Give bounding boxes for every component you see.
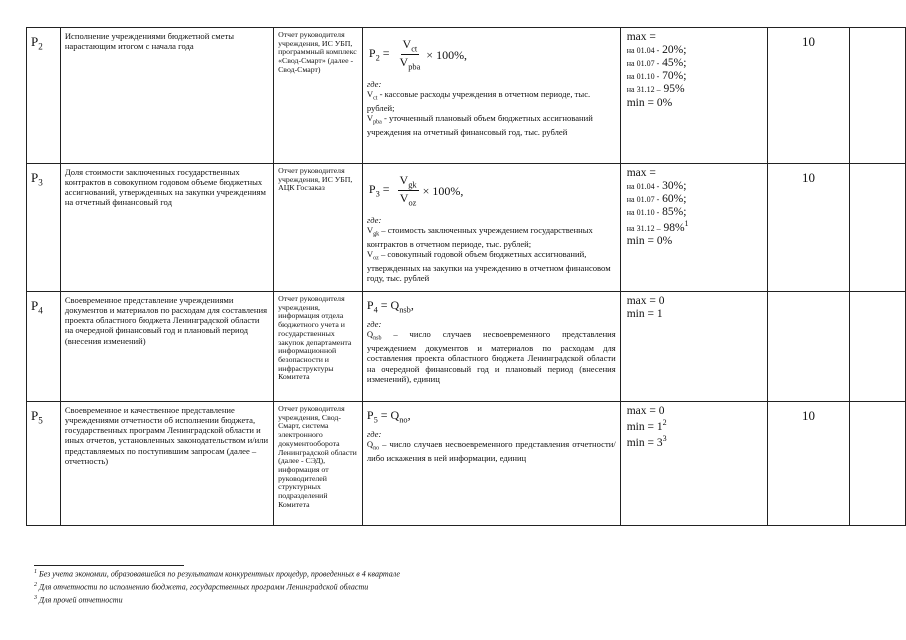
- data-source: Отчет руководителя учреждения, информация отдела бюджетного учета и государственных закупок департамента информационной безопасности и инфраструктуры Комитета: [274, 292, 363, 402]
- footnote: $^1$ Без учета экономии, образовавшейся по результатам конкурентных процедур, проведенных в 4 квартале: [34, 569, 400, 579]
- weight: 10: [768, 164, 849, 292]
- formula: $P_3$ = $\frac{V_{gk}}{V_{oz}}$ × 100%,: [368, 173, 464, 208]
- definition: $V_{ct}$ - кассовые расходы учреждения в отчетном периоде, тыс. рублей;: [366, 88, 591, 113]
- data-source: Отчет руководителя учреждения, ИС УБП, АЦК Госзаказ: [274, 164, 363, 292]
- definition: $Q_{nsb}$ – число случаев несвоевременного представления учреждением документов и материалов по расходам для составления проекта областного бюджета Ленинградской области на очередной финансовый год и плановый период (внесения изменений), единиц: [366, 329, 616, 384]
- formula: $P_4 = Q_{nsb}$,: [366, 298, 414, 315]
- table-row: [27, 292, 906, 402]
- indicator-name: Исполнение учреждениями бюджетной сметы нарастающим итогом с начала года: [60, 28, 273, 164]
- where-label: где:: [366, 214, 382, 225]
- footnote-separator: [34, 565, 184, 566]
- indicator-code: $P_4$: [27, 292, 61, 402]
- norm-values: max = на 01.04 - 20%; на 01.07 - 45%; на 01.10 - 70%; на 31.12 – 95% min = 0%: [620, 28, 768, 164]
- empty-cell: [849, 292, 905, 402]
- where-label: где:: [366, 78, 382, 89]
- formula-cell: [362, 28, 620, 164]
- norm-values: max = 0 $\min = 1^2$ $\min = 3^3$: [620, 402, 768, 526]
- formula-cell: [362, 402, 620, 526]
- definition: $Q_{no}$ – число случаев несвоевременного представления отчетности/либо искажения в ней информации, единиц: [366, 439, 616, 464]
- empty-cell: [849, 28, 905, 164]
- definition: $V_{gk}$ – стоимость заключенных учреждением государственных контрактов в отчетном периоде, тыс. рублей;: [366, 224, 593, 249]
- table-row: [27, 164, 906, 292]
- table-row: [27, 402, 906, 526]
- empty-cell: [849, 402, 905, 526]
- indicator-name: Доля стоимости заключенных государственных контрактов в совокупном годовом объеме бюджетных ассигнований, утвержденных на закупки учреждениям на отчетный финансовый год: [60, 164, 273, 292]
- formula-cell: [362, 164, 620, 292]
- data-source: Отчет руководителя учреждения, ИС УБП, программный комплекс «Свод-Смарт» (далее - Свод-Смарт): [274, 28, 363, 164]
- weight: 10: [768, 28, 849, 164]
- where-label: где:: [366, 319, 382, 330]
- indicator-code: $P_5$: [27, 402, 61, 526]
- where-label: где:: [366, 429, 382, 440]
- norm-values: max = 0 min = 1: [620, 292, 768, 402]
- formula-cell: [362, 292, 620, 402]
- weight: 10: [768, 402, 849, 526]
- formula: $P_5 = Q_{no}$,: [366, 408, 411, 425]
- indicator-name: Своевременное и качественное представление учреждениями отчетности об исполнении бюджета, государственных программ Ленинградской области и иных отчетов, установленных законодательством и/или представляемых по поступившим запросам (далее – отчетность): [60, 402, 273, 526]
- indicator-code: $P_2$: [27, 28, 61, 164]
- criteria-table: [26, 27, 906, 526]
- empty-cell: [849, 164, 905, 292]
- indicator-code: $P_3$: [27, 164, 61, 292]
- table-row: [27, 28, 906, 164]
- norm-values: max = на 01.04 - 30%; на 01.07 - 60%; на 01.10 - 85%; на 31.12 – 98%$^1$ min = 0%: [620, 164, 768, 292]
- formula: $P_2$ = $\frac{V_{ct}}{V_{pba}}$ × 100%,: [368, 37, 468, 72]
- definition: $V_{oz}$ – совокупный годовой объем бюджетных ассигнований, утвержденных на закупки на учреждению в отчетном финансовом году, тыс. рублей: [366, 248, 611, 283]
- data-source: Отчет руководителя учреждения, Свод-Смарт, система электронного документооборота Ленинградской области (далее - СЭД), информация от руководителей структурных подразделений Комитета: [274, 402, 363, 526]
- weight: [768, 292, 849, 402]
- footnote: $^2$ Для отчетности по исполнению бюджета, государственных программ Ленинградской области: [34, 582, 369, 592]
- indicator-name: Своевременное представление учреждениями документов и материалов по расходам для составления проекта областного бюджета Ленинградской области на очередной финансовый год и плановый период (внесения изменений): [60, 292, 273, 402]
- definition: $V_{pba}$ - уточненный плановый объем бюджетных ассигнований учреждения на отчетный финансовый год, тыс. рублей: [366, 112, 593, 137]
- footnote: $^3$ Для прочей отчетности: [34, 595, 123, 605]
